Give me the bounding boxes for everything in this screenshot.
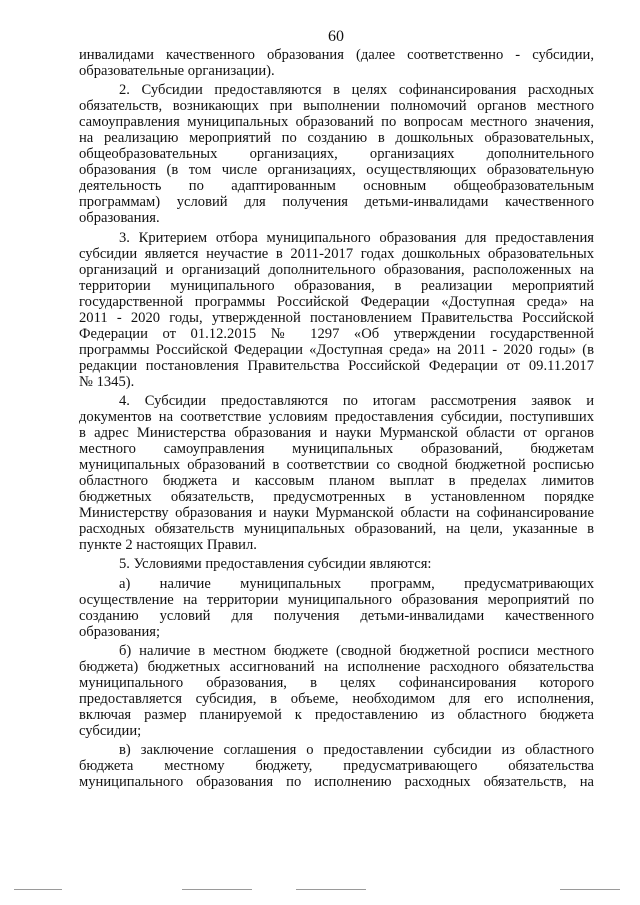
footer-separator: [0, 889, 640, 895]
text-line: на реализацию мероприятий по созданию в дошкольных образовательных,: [79, 130, 594, 147]
text-line: 3. Критерием отбора муниципального образования для предоставления: [119, 229, 594, 246]
text-line: 4. Субсидии предоставляются по итогам рассмотрения заявок и: [119, 392, 594, 409]
text-line: областного бюджета и кассовым планом выплат в пределах лимитов: [79, 473, 594, 490]
text-line: общеобразовательных организациях, организациях дополнительного: [79, 146, 594, 163]
text-line: расходных обязательств муниципальных образований, на цели, указанные в: [79, 521, 594, 538]
text-line: в адрес Министерства образования и науки Мурманской области от органов: [79, 425, 594, 442]
text-line: субсидии является неучастие в 2011-2017 годах дошкольных образовательных: [79, 245, 594, 262]
page-number: 60: [328, 28, 344, 45]
text-line: образовательные организации).: [79, 63, 275, 80]
text-line: муниципальных образований в соответствии со сводной бюджетной росписью: [79, 457, 594, 474]
text-line: муниципального образования по исполнению расходных обязательств, на: [79, 774, 594, 791]
text-line: осуществление на территории муниципального образования мероприятий по: [79, 591, 594, 608]
text-line: образования (в том числе организациях, осуществляющих образовательную: [79, 162, 594, 179]
text-line: редакции постановления Правительства Российской Федерации от 09.11.2017: [79, 357, 594, 374]
paragraph: [79, 576, 594, 640]
paragraph: [79, 82, 594, 226]
text-line: бюджета местному бюджету, предусматривающего обязательства: [79, 758, 594, 775]
paragraph: [79, 47, 594, 79]
text-line: муниципального образования, в целях софинансирования которого: [79, 674, 594, 691]
text-line: пункте 2 настоящих Правил.: [79, 537, 257, 554]
text-line: бюджета) бюджетных ассигнований на исполнение расходного обязательства: [79, 658, 594, 675]
paragraph: [79, 643, 594, 739]
text-line: предоставляется субсидия, в объеме, необходимом для его исполнения,: [79, 690, 594, 707]
text-line: территории муниципального образования, в реализации мероприятий: [79, 277, 594, 294]
text-line: образования.: [79, 210, 160, 227]
text-line: Федерации от 01.12.2015 № 1297 «Об утверждении государственной: [79, 325, 594, 342]
text-line: деятельность по адаптированным основным общеобразовательным: [79, 178, 594, 195]
text-line: включая размер планируемой к предоставлению из областного бюджета: [79, 706, 594, 723]
document-body: [79, 47, 594, 790]
text-line: инвалидами качественного образования (далее соответственно - субсидии,: [79, 47, 594, 63]
text-line: б) наличие в местном бюджете (сводной бюджетной росписи местного: [119, 642, 594, 659]
text-line: 5. Условиями предоставления субсидии являются:: [119, 556, 432, 573]
text-line: местного самоуправления муниципальных образований, бюджетам: [79, 441, 594, 458]
text-line: государственной программы Российской Федерации «Доступная среда» на: [79, 293, 594, 310]
paragraph: [79, 230, 594, 390]
text-line: созданию условий для получения детьми-инвалидами качественного: [79, 607, 594, 624]
text-line: программам) условий для получения детьми-инвалидами качественного: [79, 194, 594, 211]
text-line: бюджетных обязательств, предусмотренных в установленном порядке: [79, 489, 594, 506]
text-line: Министерству образования и науки Мурманской области на софинансирование: [79, 505, 594, 522]
paragraph: [79, 393, 594, 553]
text-line: образования;: [79, 623, 161, 640]
paragraph: [79, 556, 594, 572]
text-line: программы Российской Федерации «Доступная среда» на 2011 - 2020 годы» (в: [79, 341, 594, 358]
text-line: 2011 - 2020 годы, утвержденной постановлением Правительства Российской: [79, 309, 594, 326]
paragraph: [79, 742, 594, 790]
text-line: субсидии;: [79, 722, 142, 739]
text-line: № 1345).: [79, 373, 135, 390]
text-line: в) заключение соглашения о предоставлении субсидии из областного: [119, 741, 594, 758]
text-line: 2. Субсидии предоставляются в целях софинансирования расходных: [119, 82, 594, 99]
text-line: а) наличие муниципальных программ, предусматривающих: [119, 575, 594, 592]
text-line: организаций и организаций дополнительного образования, расположенных на: [79, 261, 594, 278]
text-line: самоуправления муниципальных образований по вопросам местного значения,: [79, 114, 594, 131]
text-line: документов на соответствие условиям предоставления субсидии, поступивших: [79, 409, 594, 426]
text-line: обязательств, возникающих при выполнении полномочий органов местного: [79, 98, 594, 115]
